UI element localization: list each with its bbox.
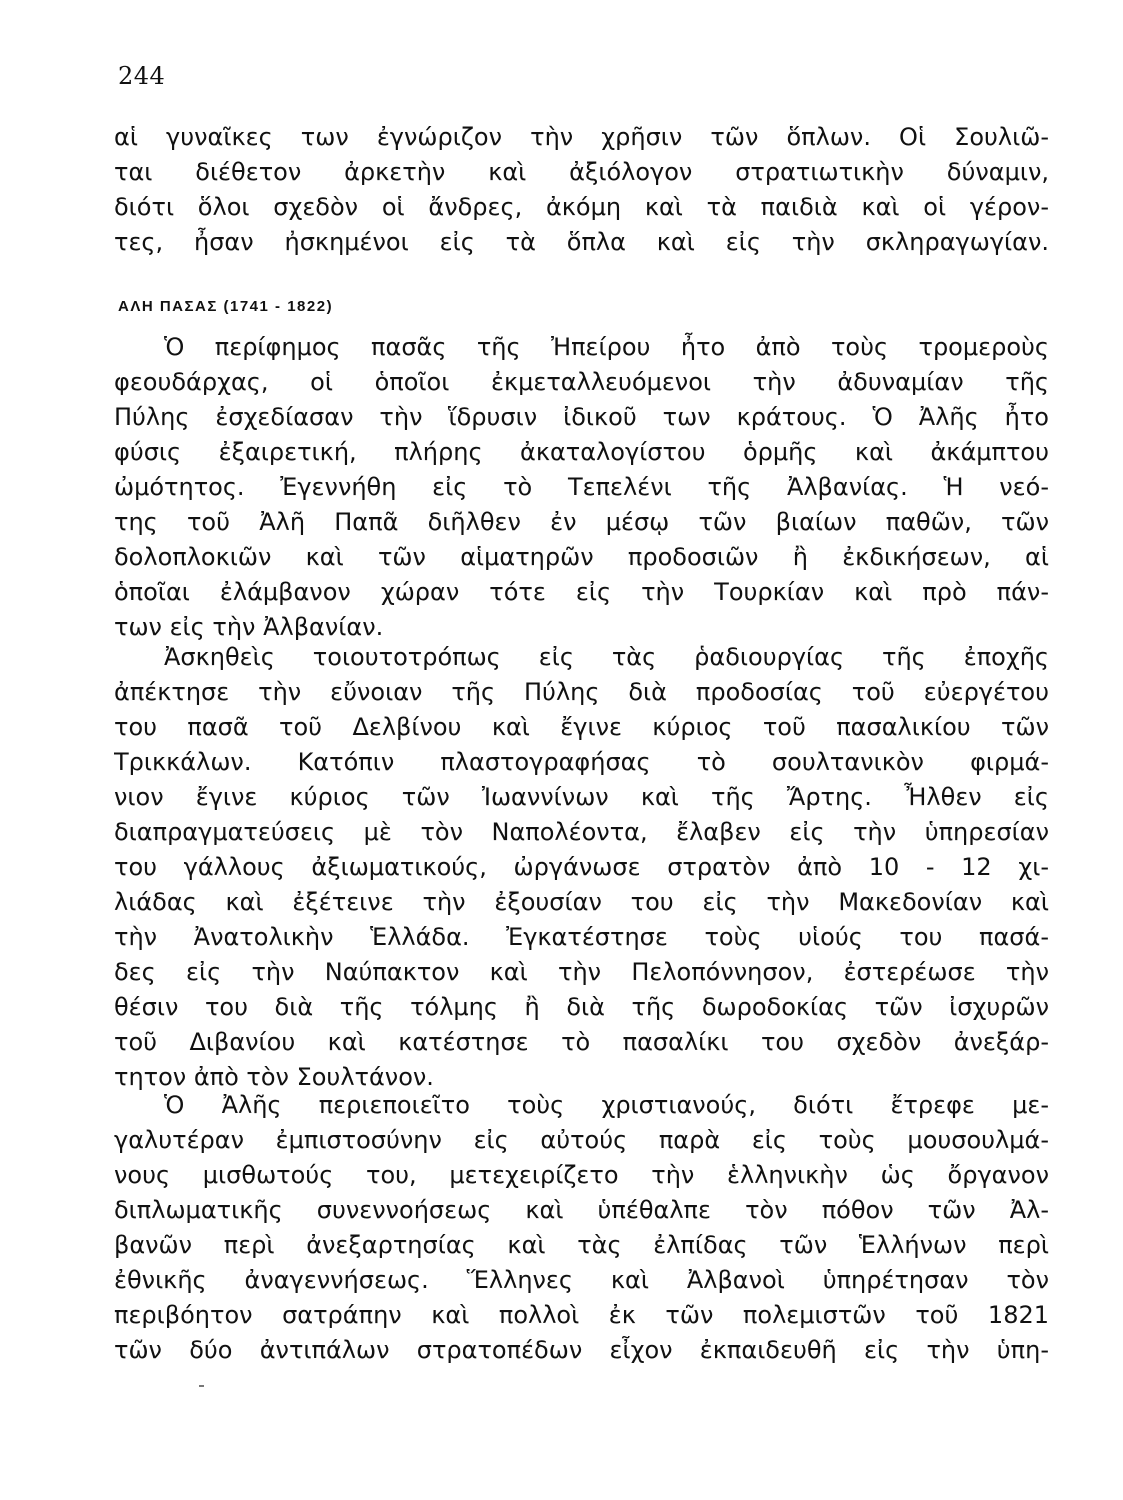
text-line: φεουδάρχας, οἱ ὁποῖοι ἐκμεταλλευόμενοι τὴν ἀδυναμίαν τῆς <box>114 368 1049 396</box>
text-line: βανῶν περὶ ἀνεξαρτησίας καὶ τὰς ἐλπίδας τῶν Ἑλλήνων περὶ <box>114 1231 1049 1259</box>
text-line: διπλωματικῆς συνεννοήσεως καὶ ὑπέθαλπε τὸν πόθον τῶν Ἀλ- <box>114 1196 1049 1224</box>
text-line: λιάδας καὶ ἐξέτεινε τὴν ἐξουσίαν του εἰς τὴν Μακεδονίαν καὶ <box>114 888 1049 916</box>
text-line: διότι ὅλοι σχεδὸν οἱ ἄνδρες, ἀκόμη καὶ τὰ παιδιὰ καὶ οἱ γέρον- <box>114 193 1049 221</box>
text-line: νιον ἔγινε κύριος τῶν Ἰωαννίνων καὶ τῆς Ἄρτης. Ἦλθεν εἰς <box>114 783 1049 811</box>
text-line: τοῦ Διβανίου καὶ κατέστησε τὸ πασαλίκι του σχεδὸν ἀνεξάρ- <box>114 1028 1049 1056</box>
text-line: Ὁ περίφημος πασᾶς τῆς Ἠπείρου ἦτο ἀπὸ τοὺς τρομεροὺς <box>164 333 1049 361</box>
text-line: διαπραγματεύσεις μὲ τὸν Ναπολέοντα, ἔλαβεν εἰς τὴν ὑπηρεσίαν <box>114 818 1049 846</box>
text-line: τητον ἀπὸ τὸν Σουλτάνον. <box>114 1063 434 1091</box>
print-smudge <box>199 1385 204 1387</box>
text-line: των εἰς τὴν Ἀλβανίαν. <box>114 613 384 641</box>
page-number: 244 <box>118 62 166 90</box>
text-line: του γάλλους ἀξιωματικούς, ὠργάνωσε στρατὸν ἀπὸ 10 - 12 χι- <box>114 853 1049 881</box>
text-line: φύσις ἐξαιρετική, πλήρης ἀκαταλογίστου ὁρμῆς καὶ ἀκάμπτου <box>114 438 1049 466</box>
text-line: περιβόητον σατράπην καὶ πολλοὶ ἐκ τῶν πολεμιστῶν τοῦ 1821 <box>114 1301 1049 1329</box>
paragraph-3 <box>114 1088 1049 1368</box>
text-line: θέσιν του διὰ τῆς τόλμης ἢ διὰ τῆς δωροδοκίας τῶν ἰσχυρῶν <box>114 993 1049 1021</box>
text-line: τῶν δύο ἀντιπάλων στρατοπέδων εἶχον ἐκπαιδευθῆ εἰς τὴν ὑπη- <box>114 1336 1049 1364</box>
text-line: ται διέθετον ἀρκετὴν καὶ ἀξιόλογον στρατιωτικὴν δύναμιν, <box>114 158 1049 186</box>
text-line: Πύλης ἐσχεδίασαν τὴν ἵδρυσιν ἰδικοῦ των κράτους. Ὁ Ἀλῆς ἦτο <box>114 403 1049 431</box>
section-heading: ΑΛΗ ΠΑΣΑΣ (1741 - 1822) <box>118 298 334 315</box>
text-line: δες εἰς τὴν Ναύπακτον καὶ τὴν Πελοπόννησον, ἐστερέωσε τὴν <box>114 958 1049 986</box>
text-line: τὴν Ἀνατολικὴν Ἑλλάδα. Ἐγκατέστησε τοὺς υἱούς του πασά- <box>114 923 1049 951</box>
text-line: ὁποῖαι ἐλάμβανον χώραν τότε εἰς τὴν Τουρκίαν καὶ πρὸ πάν- <box>114 578 1049 606</box>
text-line: ἀπέκτησε τὴν εὔνοιαν τῆς Πύλης διὰ προδοσίας τοῦ εὐεργέτου <box>114 678 1049 706</box>
text-line: αἱ γυναῖκες των ἐγνώριζον τὴν χρῆσιν τῶν ὅπλων. Οἱ Σουλιῶ- <box>114 123 1049 151</box>
text-line: της τοῦ Ἀλῆ Παπᾶ διῆλθεν ἐν μέσῳ τῶν βιαίων παθῶν, τῶν <box>114 508 1049 536</box>
text-line: Τρικκάλων. Κατόπιν πλαστογραφήσας τὸ σουλτανικὸν φιρμά- <box>114 748 1049 776</box>
paragraph-1 <box>114 330 1049 645</box>
text-line: δολοπλοκιῶν καὶ τῶν αἱματηρῶν προδοσιῶν ἢ ἐκδικήσεων, αἱ <box>114 543 1049 571</box>
text-line: τες, ἦσαν ἠσκημένοι εἰς τὰ ὅπλα καὶ εἰς τὴν σκληραγωγίαν. <box>114 228 1049 256</box>
text-line: του πασᾶ τοῦ Δελβίνου καὶ ἔγινε κύριος τοῦ πασαλικίου τῶν <box>114 713 1049 741</box>
text-line: ἐθνικῆς ἀναγεννήσεως. Ἕλληνες καὶ Ἀλβανοὶ ὑπηρέτησαν τὸν <box>114 1266 1049 1294</box>
text-line: νους μισθωτούς του, μετεχειρίζετο τὴν ἑλληνικὴν ὡς ὄργανον <box>114 1161 1049 1189</box>
text-line: ὠμότητος. Ἐγεννήθη εἰς τὸ Τεπελένι τῆς Ἀλβανίας. Ἡ νεό- <box>114 473 1049 501</box>
text-line: Ὁ Ἀλῆς περιεποιεῖτο τοὺς χριστιανούς, διότι ἔτρεφε με- <box>164 1091 1049 1119</box>
text-line: γαλυτέραν ἐμπιστοσύνην εἰς αὐτούς παρὰ εἰς τοὺς μουσουλμά- <box>114 1126 1049 1154</box>
intro-paragraph <box>114 120 1049 260</box>
text-line: Ἀσκηθεὶς τοιουτοτρόπως εἰς τὰς ῥαδιουργίας τῆς ἐποχῆς <box>164 643 1049 671</box>
paragraph-2 <box>114 640 1049 1095</box>
